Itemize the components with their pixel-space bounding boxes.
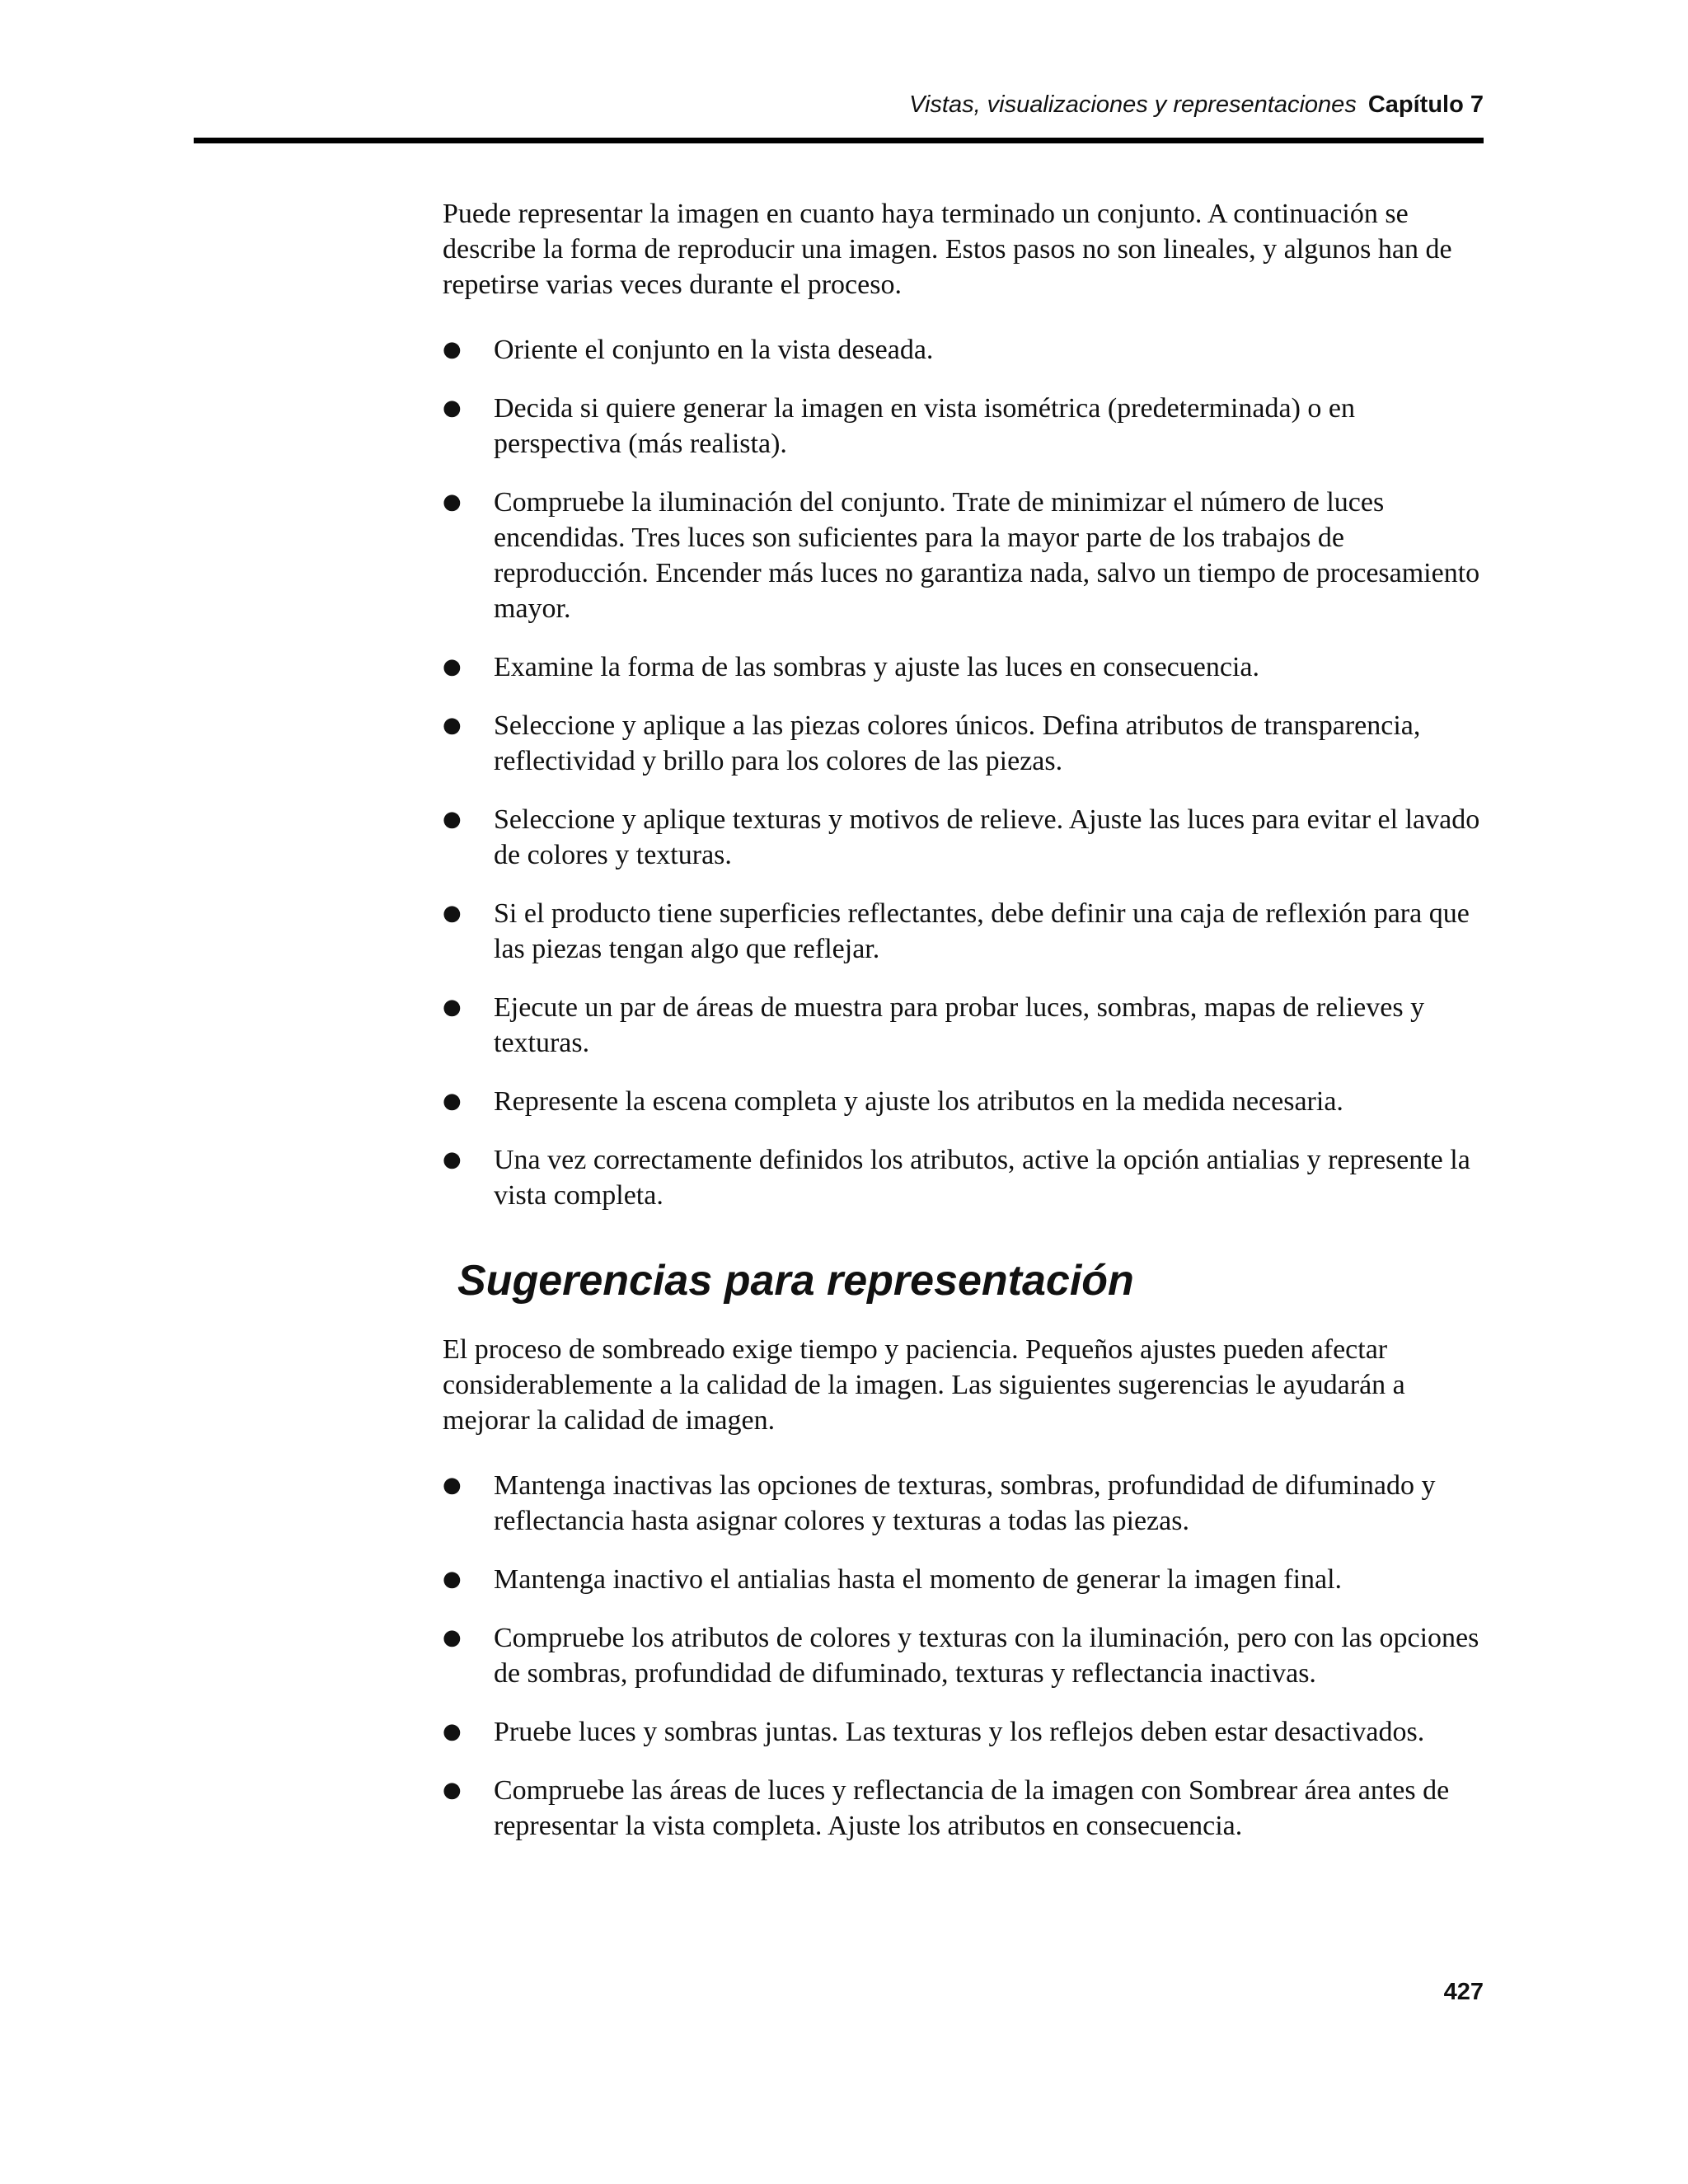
list-item — [443, 1773, 1489, 1844]
list-item-text: Seleccione y aplique texturas y motivos de relieve. Ajuste las luces para evitar el lavado de colores y texturas. — [494, 804, 1480, 870]
section-intro-paragraph: El proceso de sombreado exige tiempo y paciencia. Pequeños ajustes pueden afectar considerablemente a la calidad de la imagen. Las siguientes sugerencias le ayudarán a mejorar la calidad de imagen. — [443, 1334, 1405, 1436]
list-item — [443, 990, 1489, 1061]
bullet-icon: ● — [443, 713, 462, 738]
chapter-label: Capítulo 7 — [1367, 91, 1484, 118]
bullet-icon: ● — [443, 901, 462, 926]
list-item-text: Compruebe las áreas de luces y reflectancia de la imagen con Sombrear área antes de representar la vista completa. Ajuste los atributos en consecuencia. — [494, 1775, 1450, 1841]
list-item-text: Si el producto tiene superficies reflectantes, debe definir una caja de reflexión para que las piezas tengan algo que reflejar. — [494, 898, 1470, 964]
list-item — [443, 1142, 1489, 1213]
list-item — [443, 896, 1489, 967]
list-item-text: Oriente el conjunto en la vista deseada. — [494, 335, 934, 365]
list-item-text: Examine la forma de las sombras y ajuste las luces en consecuencia. — [494, 652, 1259, 682]
list-item — [443, 332, 1489, 368]
list-item-text: Seleccione y aplique a las piezas colores únicos. Defina atributos de transparencia, reflectividad y brillo para los colores de las piezas. — [494, 710, 1421, 776]
list-item-text: Pruebe luces y sombras juntas. Las texturas y los reflejos deben estar desactivados. — [494, 1717, 1425, 1747]
list-item — [443, 485, 1489, 626]
bullet-icon: ● — [443, 490, 462, 514]
list-item-text: Compruebe los atributos de colores y texturas con la iluminación, pero con las opciones de sombras, profundidad de difuminado, texturas y reflectancia inactivas. — [494, 1623, 1479, 1689]
bullet-icon: ● — [443, 1473, 462, 1497]
list-item-text: Mantenga inactivo el antialias hasta el momento de generar la imagen final. — [494, 1564, 1343, 1595]
list-item-text: Una vez correctamente definidos los atributos, active la opción antialias y represente la vista completa. — [494, 1145, 1470, 1211]
list-item — [443, 802, 1489, 873]
bullet-icon: ● — [443, 396, 462, 420]
list-item — [443, 708, 1489, 779]
running-title: Vistas, visualizaciones y representaciones — [909, 91, 1357, 118]
bullet-icon: ● — [443, 1147, 462, 1172]
page-number: 427 — [1443, 1979, 1484, 2005]
list-item — [443, 1714, 1489, 1750]
bullet-icon: ● — [443, 807, 462, 832]
list-item — [443, 1562, 1489, 1597]
tips-list — [443, 1468, 1489, 1844]
list-item — [443, 649, 1489, 685]
bullet-icon: ● — [443, 1719, 462, 1744]
list-item-text: Represente la escena completa y ajuste los atributos en la medida necesaria. — [494, 1086, 1343, 1117]
bullet-icon: ● — [443, 654, 462, 679]
list-item — [443, 1620, 1489, 1691]
bullet-icon: ● — [443, 1625, 462, 1650]
list-item — [443, 1084, 1489, 1119]
list-item-text: Ejecute un par de áreas de muestra para probar luces, sombras, mapas de relieves y texturas. — [494, 992, 1425, 1058]
steps-list — [443, 332, 1489, 1213]
list-item-text: Decida si quiere generar la imagen en vista isométrica (predeterminada) o en perspectiva (más realista). — [494, 393, 1356, 459]
bullet-icon: ● — [443, 1567, 462, 1591]
bullet-icon: ● — [443, 1089, 462, 1113]
page-content — [443, 196, 1489, 1844]
bullet-icon: ● — [443, 995, 462, 1019]
list-item-text: Compruebe la iluminación del conjunto. Trate de minimizar el número de luces encendidas. Tres luces son suficientes para la mayor parte de los trabajos de reproducción. Encender más luces no garantiza nada, salvo un tiempo de procesamiento mayor. — [494, 487, 1480, 624]
header-rule — [194, 138, 1484, 143]
intro-paragraph: Puede representar la imagen en cuanto haya terminado un conjunto. A continuación se describe la forma de reproducir una imagen. Estos pasos no son lineales, y algunos han de repetirse varias veces durante el proceso. — [443, 199, 1452, 300]
bullet-icon: ● — [443, 337, 462, 362]
bullet-icon: ● — [443, 1778, 462, 1802]
list-item — [443, 391, 1489, 462]
list-item-text: Mantenga inactivas las opciones de texturas, sombras, profundidad de difuminado y reflectancia hasta asignar colores y texturas a todas las piezas. — [494, 1470, 1436, 1536]
list-item — [443, 1468, 1489, 1539]
section-heading: Sugerencias para representación — [457, 1257, 1134, 1305]
running-header — [194, 91, 1484, 119]
